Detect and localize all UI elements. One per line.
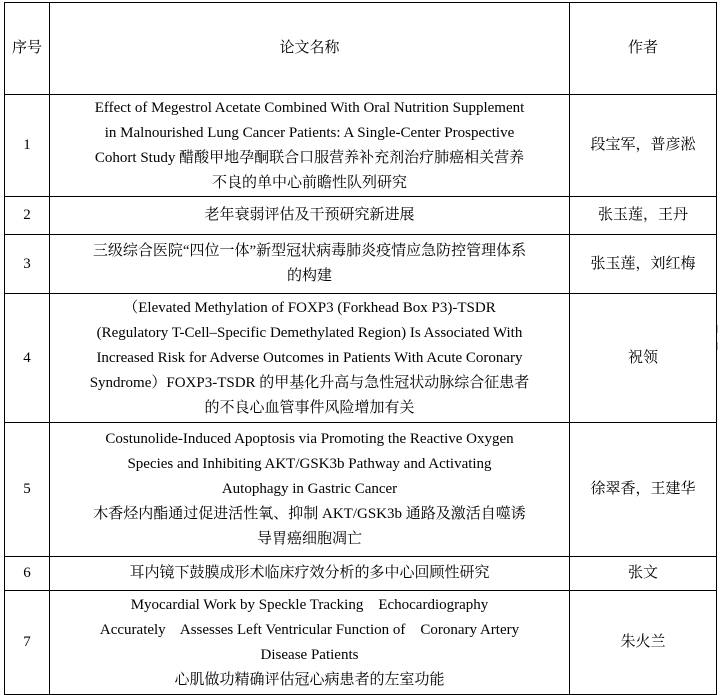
title-line: 导胃癌细胞凋亡 [256, 531, 362, 547]
title-line: 耳内镜下鼓膜成形术临床疗效分析的多中心回顾性研究 [129, 565, 490, 581]
title-line: Disease Patients [260, 646, 359, 663]
title-line: Species and Inhibiting AKT/GSK3b Pathway and Activating [127, 456, 492, 472]
title-line: （Elevated Methylation of FOXP3 (Forkhead Box P3)-TSDR [123, 299, 496, 316]
title-line: (Regulatory T-Cell–Specific Demethylated Region) Is Associated With [96, 324, 523, 341]
table-row [5, 294, 717, 423]
row-no: 5 [5, 423, 50, 557]
title-line: 的构建 [286, 268, 332, 284]
title-line: Accurately Assesses Left Ventricular Function of Coronary Artery [99, 621, 520, 638]
table-row [5, 423, 717, 557]
row-author: 张玉莲，刘红梅 [570, 235, 717, 294]
table-row [5, 591, 717, 695]
title-line: Costunolide-Induced Apoptosis via Promoting the Reactive Oxygen [105, 431, 514, 447]
table-row [5, 95, 717, 197]
title-line: Myocardial Work by Speckle Tracking Echocardiography [130, 596, 489, 613]
header-author: 作者 [570, 3, 717, 95]
row-no: 3 [5, 235, 50, 294]
row-title [50, 557, 570, 591]
table-header-row [5, 3, 717, 95]
title-line: Increased Risk for Adverse Outcomes in Patients With Acute Coronary [96, 349, 523, 366]
row-author: 朱火兰 [570, 591, 717, 695]
row-no: 2 [5, 197, 50, 235]
title-line: 不良的单中心前瞻性队列研究 [211, 174, 407, 191]
row-title [50, 591, 570, 695]
paper-list-table [4, 2, 717, 695]
title-line: 三级综合医院“四位一体”新型冠状病毒肺炎疫情应急防控管理体系 [92, 243, 527, 259]
row-author: 张文 [570, 557, 717, 591]
row-author: 祝领 [570, 294, 717, 423]
title-line: Cohort Study 醋酸甲地孕酮联合口服营养补充剂治疗肺癌相关营养 [94, 149, 525, 166]
row-no: 4 [5, 294, 50, 423]
row-no: 1 [5, 95, 50, 197]
title-line: Effect of Megestrol Acetate Combined With Oral Nutrition Supplement [94, 99, 525, 116]
row-title [50, 423, 570, 557]
title-line: 老年衰弱评估及干预研究新进展 [204, 207, 415, 223]
header-no: 序号 [5, 3, 50, 95]
row-title [50, 294, 570, 423]
row-title [50, 235, 570, 294]
row-title [50, 95, 570, 197]
header-title: 论文名称 [50, 3, 570, 95]
table-row [5, 235, 717, 294]
title-line: 的不良心血管事件风险增加有关 [204, 399, 415, 416]
page-edge-mark [717, 342, 721, 350]
title-line: 心肌做功精确评估冠心病患者的左室功能 [174, 671, 445, 688]
table-row [5, 557, 717, 591]
row-author: 徐翠香，王建华 [570, 423, 717, 557]
row-no: 7 [5, 591, 50, 695]
row-author: 张玉莲，王丹 [570, 197, 717, 235]
title-line: in Malnourished Lung Cancer Patients: A Single-Center Prospective [104, 124, 515, 141]
page-edge-mark [717, 325, 721, 333]
title-line: Syndrome）FOXP3-TSDR 的甲基化升高与急性冠状动脉综合征患者 [89, 374, 530, 391]
title-line: Autophagy in Gastric Cancer [221, 481, 398, 497]
table-row [5, 197, 717, 235]
row-author: 段宝军，普彦淞 [570, 95, 717, 197]
row-title [50, 197, 570, 235]
row-no: 6 [5, 557, 50, 591]
title-line: 木香烃内酯通过促进活性氧、抑制 AKT/GSK3b 通路及激活自噬诱 [93, 506, 526, 522]
